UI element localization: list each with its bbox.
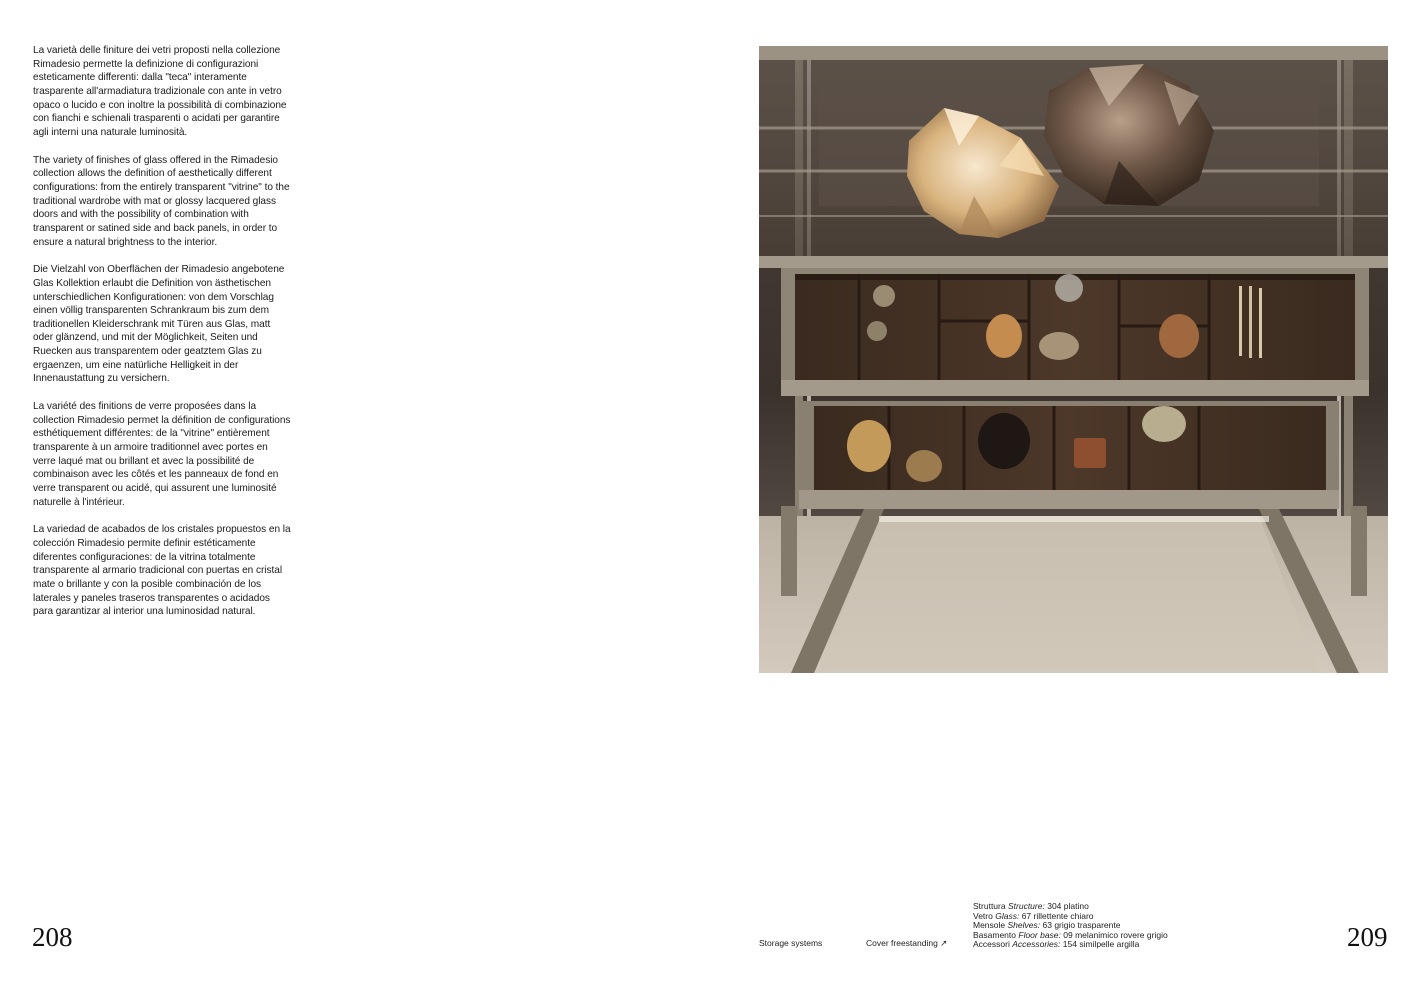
paragraph-spanish: La variedad de acabados de los cristales propuestos en la colección Rimadesio permite definir estéticamente diferentes configuraciones: de la vitrina totalmente transparente al armario tradicional con puertas en cristal mate o brillante y con la posible combinación de los laterales y paneles traseros transparentes o acidados para garantizar al interior una luminosidad natural.	[33, 524, 291, 618]
spec-structure: Struttura Structure: 304 platino	[973, 901, 1089, 911]
spec-glass: Vetro Glass: 67 rillettente chiaro	[973, 910, 1094, 921]
footer-section-label: Storage systems	[759, 938, 823, 948]
paragraph-french: La variété des finitions de verre proposées dans la collection Rimadesio permet la définition de configurations esthétiquement différentes: de la "vitrine" entièrement transparente à un armoire traditionnel avec portes en verre laqué mat ou brillant et avec la possibilité de combinaison avec les côtés et les panneaux de fond en verre transparent ou acidé, qui assurent une luminosité naturelle à l'intérieur.	[33, 401, 291, 508]
page-number-right: 209	[1347, 922, 1388, 952]
spec-accessories: Accessori Accessories: 154 similpelle argilla	[973, 939, 1140, 950]
spec-floor-base: Basamento Floor base: 09 melanimico rovere grigio	[973, 929, 1168, 940]
paragraph-italian: La varietà delle finiture dei vetri proposti nella collezione Rimadesio permette la definizione di configurazioni esteticamente differenti: dalla "teca" interamente trasparente all'armadiatura tradizionale con ante in vetro opaco o lucido e con inoltre la possibilità di combinazione con fianchi e schienali trasparenti o acidati per garantire agli interni una naturale luminosità.	[33, 45, 287, 138]
spec-shelves: Mensole Shelves: 63 grigio trasparente	[973, 920, 1121, 931]
lower-drawer	[799, 401, 1339, 509]
upper-drawer	[781, 268, 1369, 396]
paragraph-german: Die Vielzahl von Oberflächen der Rimadesio angebotene Glas Kollektion erlaubt die Definition von ästhetischen unterschiedlichen Konfigurationen: von dem Vorschlag einen völlig transparenten Schrankraum bis zum dem traditionellen Kleiderschrank mit Türen aus Glas, matt oder glänzend, und mit der Möglichkeit, Seiten und Ruecken aus transparentem oder geatztem Glas zu ergaenzen, um eine natürliche Helligkeit in der Innenaustattung zu versichern.	[33, 264, 285, 385]
glass-cabinet-drawers-illustration	[759, 46, 1388, 673]
product-specs	[973, 902, 1168, 950]
body-text-column	[33, 44, 291, 633]
paragraph-english: The variety of finishes of glass offered in the Rimadesio collection allows the definition of aesthetically different configurations: from the entirely transparent "vitrine" to the traditional wardrobe with mat or glossy lacquered glass doors and with the possibility of combination with transparent or satined side and back panels, in order to ensure a natural brightness to the interior.	[33, 154, 290, 248]
page-number-left: 208	[32, 922, 73, 952]
product-photo	[759, 46, 1388, 673]
footer-subsection-link[interactable]: Cover freestanding ↗	[866, 938, 948, 948]
